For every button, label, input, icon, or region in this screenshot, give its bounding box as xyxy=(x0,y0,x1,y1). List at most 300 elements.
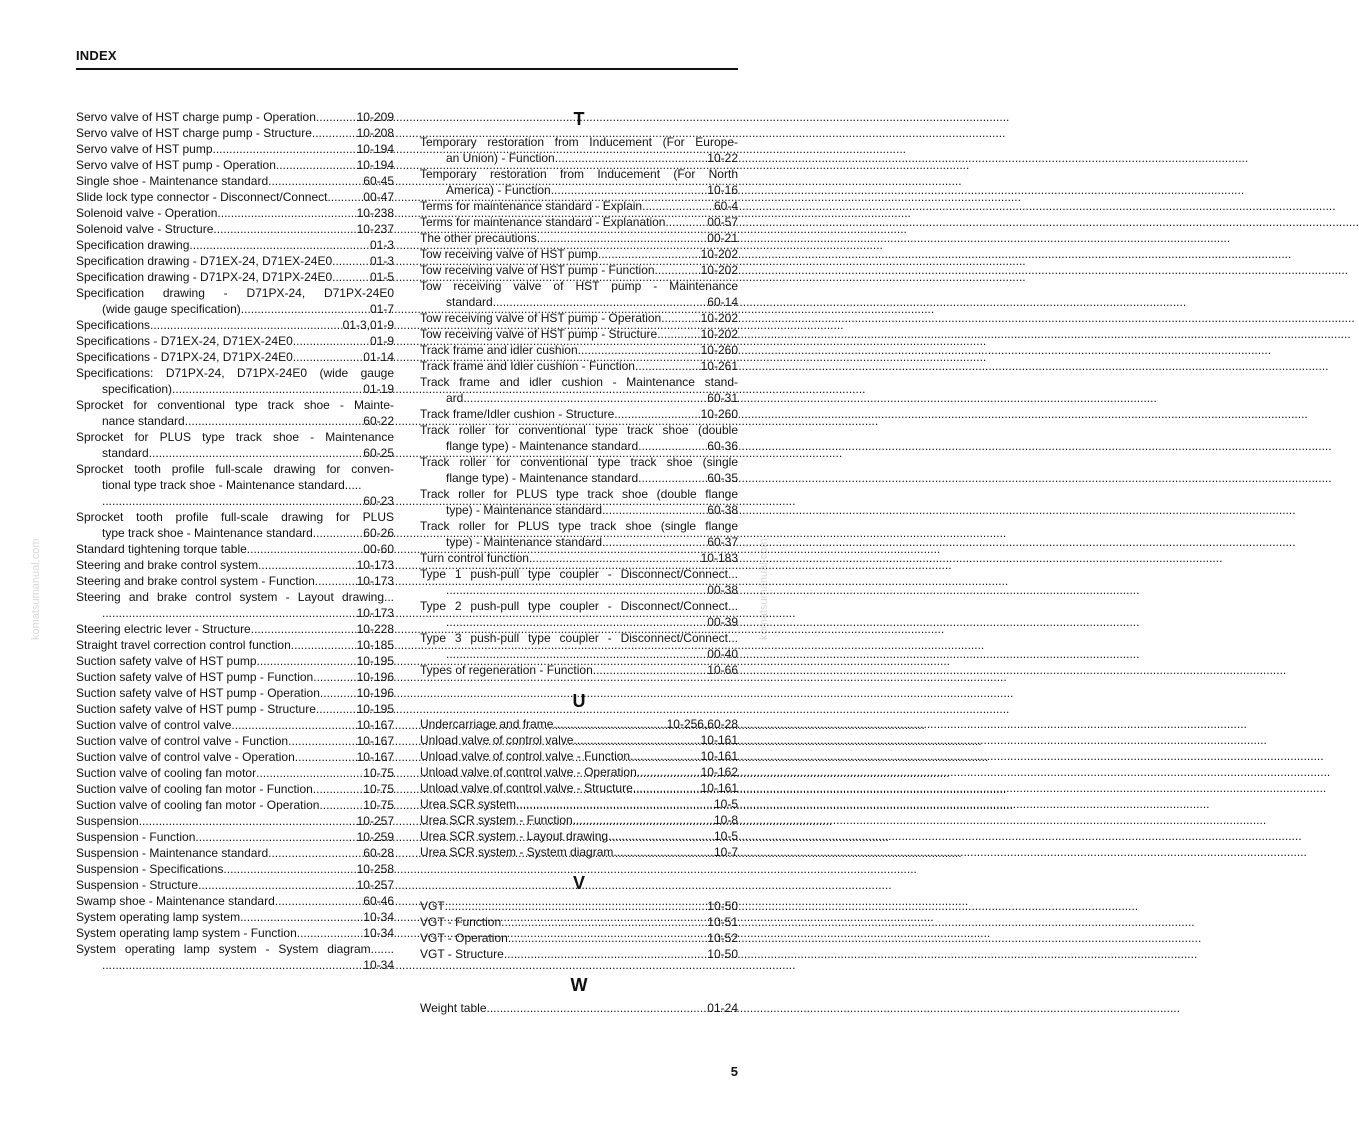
entry-text-line1: Temporary restoration from Inducement (For North xyxy=(420,167,738,181)
dot-leader xyxy=(319,797,362,813)
entry-text-line1: Track roller for conventional type track shoe (single xyxy=(420,455,738,469)
index-entry-line xyxy=(420,310,738,326)
index-entry xyxy=(420,598,738,630)
dot-leader xyxy=(529,550,700,566)
dot-leader xyxy=(573,732,699,748)
index-entry-line xyxy=(76,877,394,893)
index-entry xyxy=(420,422,738,454)
index-entry xyxy=(76,333,394,349)
index-entry xyxy=(76,893,394,909)
entry-page: 10-7 xyxy=(713,845,738,859)
dot-leader xyxy=(508,930,706,946)
dot-leader xyxy=(257,653,356,669)
entry-text: Servo valve of HST charge pump - Operation xyxy=(76,110,316,124)
entry-page: 10-202 xyxy=(700,263,738,277)
entry-page: 10-52 xyxy=(707,931,738,945)
index-entry-line xyxy=(76,317,394,333)
dot-leader xyxy=(312,125,356,141)
index-entry xyxy=(76,541,394,557)
entry-text: Specification drawing - D71PX-24, D71PX-24E0 xyxy=(76,270,333,284)
index-entry-line xyxy=(76,557,394,573)
entry-page: 10-202 xyxy=(700,327,738,341)
index-entry xyxy=(76,861,394,877)
index-entry xyxy=(76,717,394,733)
index-entry-line xyxy=(420,502,738,518)
index-entry-line xyxy=(420,812,738,828)
dot-leader xyxy=(195,829,355,845)
entry-page: 01-7 xyxy=(369,302,394,316)
entry-page: 10-50 xyxy=(707,899,738,913)
entry-text-line1: Track roller for conventional type track shoe (double xyxy=(420,423,738,437)
dot-leader xyxy=(295,749,356,765)
entry-text-line1: Sprocket tooth profile full-scale drawing for PLUS xyxy=(76,510,394,524)
index-entry-line xyxy=(420,406,738,422)
index-entry-line xyxy=(420,358,738,374)
entry-page: 10-208 xyxy=(356,126,394,140)
index-entry xyxy=(76,829,394,845)
entry-text: Slide lock type connector - Disconnect/Connect xyxy=(76,190,328,204)
index-entry-line xyxy=(420,898,738,914)
index-entry-line xyxy=(420,390,738,406)
index-entry xyxy=(76,845,394,861)
entry-page: 10-34 xyxy=(363,910,394,924)
dot-leader xyxy=(256,765,362,781)
dot-leader xyxy=(501,914,706,930)
entry-page: 10-183 xyxy=(700,551,738,565)
index-entry-line xyxy=(76,669,394,685)
entry-page: 10-256,60-28 xyxy=(666,717,738,731)
index-entry-line xyxy=(76,893,394,909)
index-entry xyxy=(420,166,738,198)
dot-leader xyxy=(446,582,706,598)
index-entry xyxy=(76,429,394,461)
dot-leader xyxy=(293,333,369,349)
dot-leader xyxy=(172,381,362,397)
entry-text: type) - Maintenance standard xyxy=(446,535,603,549)
dot-leader xyxy=(293,349,363,365)
entry-page: 00-40 xyxy=(707,647,738,661)
index-entry-line xyxy=(76,413,394,429)
index-entry-line xyxy=(420,214,738,230)
entry-page: 10-173 xyxy=(356,606,394,620)
index-entry xyxy=(76,701,394,717)
entry-page: 10-257 xyxy=(356,878,394,892)
index-entry-line xyxy=(76,125,394,141)
index-entry-line xyxy=(76,189,394,205)
entry-text-line1: Sprocket tooth profile full-scale drawing for conven- xyxy=(76,462,394,476)
entry-page: 10-50 xyxy=(707,947,738,961)
dot-leader xyxy=(608,828,713,844)
index-entry xyxy=(76,685,394,701)
index-entry-line xyxy=(76,781,394,797)
entry-text: Tow receiving valve of HST pump - Operation xyxy=(420,311,662,325)
entry-page: 10-22 xyxy=(707,151,738,165)
page-header-title: INDEX xyxy=(76,48,117,63)
entry-page: 01-5 xyxy=(369,270,394,284)
index-entry xyxy=(76,797,394,813)
entry-text: Suspension xyxy=(76,814,139,828)
index-entry xyxy=(76,365,394,397)
dot-leader xyxy=(551,182,707,198)
entry-page: 10-228 xyxy=(356,622,394,636)
index-entry-line xyxy=(76,717,394,733)
entry-text: Tow receiving valve of HST pump - Function xyxy=(420,263,655,277)
watermark-right: komatsumanual.com xyxy=(758,538,770,640)
dot-leader xyxy=(635,358,700,374)
entry-page: 10-66 xyxy=(707,663,738,677)
dot-leader xyxy=(241,301,369,317)
entry-text-line1: Specifications: D71PX-24, D71PX-24E0 (wide gauge xyxy=(76,366,394,380)
index-entry xyxy=(420,198,738,214)
entry-text: nance standard xyxy=(102,414,185,428)
dot-leader xyxy=(213,141,356,157)
dot-leader xyxy=(613,844,713,860)
entry-page: 10-75 xyxy=(363,782,394,796)
dot-leader xyxy=(487,1000,707,1016)
entry-text: Terms for maintenance standard - Explanation xyxy=(420,215,666,229)
index-entry-line xyxy=(420,198,738,214)
entry-text: an Union) - Function xyxy=(446,151,555,165)
entry-page: 10-202 xyxy=(700,247,738,261)
entry-page: 60-36 xyxy=(707,439,738,453)
index-entry-line xyxy=(420,732,738,748)
index-entry xyxy=(420,406,738,422)
index-entry-line xyxy=(420,294,738,310)
index-entry xyxy=(76,317,394,333)
index-entry xyxy=(420,914,738,930)
entry-text: Urea SCR system - Function xyxy=(420,813,573,827)
index-entry xyxy=(420,310,738,326)
entry-text: Suspension - Structure xyxy=(76,878,199,892)
index-entry xyxy=(76,253,394,269)
entry-page: 60-31 xyxy=(707,391,738,405)
index-entry-line xyxy=(76,797,394,813)
index-entry xyxy=(420,630,738,662)
entry-page: 00-47 xyxy=(363,190,394,204)
entry-page: 60-35 xyxy=(707,471,738,485)
entry-text: Unload valve of control valve - Structure xyxy=(420,781,633,795)
dot-leader xyxy=(268,173,362,189)
entry-text: Suction safety valve of HST pump - Function xyxy=(76,670,314,684)
entry-text: VGT xyxy=(420,899,445,913)
entry-text: ard xyxy=(446,391,464,405)
entry-text: Swamp shoe - Maintenance standard xyxy=(76,894,275,908)
index-entry-line xyxy=(420,582,738,598)
section-letter: V xyxy=(572,873,585,893)
dot-leader xyxy=(316,701,356,717)
entry-text: Solenoid valve - Structure xyxy=(76,222,214,236)
entry-page: 10-260 xyxy=(700,407,738,421)
index-entry xyxy=(420,828,738,844)
dot-leader xyxy=(332,253,369,269)
dot-leader xyxy=(247,541,363,557)
entry-page: 10-161 xyxy=(700,781,738,795)
index-entry-line xyxy=(76,205,394,221)
entry-page: 10-167 xyxy=(356,734,394,748)
dot-leader xyxy=(223,861,355,877)
entry-page: 60-4 xyxy=(713,199,738,213)
index-entry-line xyxy=(420,930,738,946)
dot-leader xyxy=(297,925,363,941)
entry-text: Suction safety valve of HST pump - Structure xyxy=(76,702,316,716)
index-entry-line xyxy=(76,541,394,557)
dot-leader xyxy=(150,317,342,333)
index-entry-line xyxy=(76,653,394,669)
dot-leader xyxy=(268,845,362,861)
index-entry-line xyxy=(420,796,738,812)
entry-page: 10-8 xyxy=(713,813,738,827)
dot-leader xyxy=(313,781,363,797)
entry-text: Unload valve of control valve - Operation xyxy=(420,765,637,779)
entry-page: 10-196 xyxy=(356,686,394,700)
index-entry-line xyxy=(76,253,394,269)
dot-leader xyxy=(445,898,707,914)
entry-page: 60-26 xyxy=(363,526,394,540)
index-entry-line xyxy=(76,957,394,973)
entry-page: 00-38 xyxy=(707,583,738,597)
entry-page: 10-75 xyxy=(363,798,394,812)
dot-leader xyxy=(602,502,706,518)
entry-text: Steering and brake control system xyxy=(76,558,259,572)
entry-text: type track shoe - Maintenance standard xyxy=(102,526,313,540)
entry-text: Suction valve of control valve - Operation xyxy=(76,750,295,764)
entry-page: 01-3 xyxy=(369,238,394,252)
dot-leader xyxy=(593,662,707,678)
entry-page: 60-45 xyxy=(363,174,394,188)
entry-page: 01-19 xyxy=(363,382,394,396)
index-entry xyxy=(420,844,738,860)
entry-page: 10-261 xyxy=(700,359,738,373)
entry-page: 10-195 xyxy=(356,702,394,716)
entry-text: Unload valve of control valve - Function xyxy=(420,749,631,763)
entry-text: Terms for maintenance standard - Explain xyxy=(420,199,643,213)
entry-page: 01-3 xyxy=(369,254,394,268)
index-entry-line xyxy=(76,749,394,765)
index-entry xyxy=(420,262,738,278)
entry-text-line1: Track roller for PLUS type track shoe (double flange xyxy=(420,487,738,501)
index-entry xyxy=(420,278,738,310)
index-entry-line xyxy=(420,342,738,358)
index-entry-line xyxy=(420,438,738,454)
entry-page: 10-173 xyxy=(356,558,394,572)
page-number: 5 xyxy=(730,1064,738,1079)
index-entry-line xyxy=(76,765,394,781)
index-entry xyxy=(420,662,738,678)
index-entry-line xyxy=(76,381,394,397)
entry-text: Suction valve of cooling fan motor - Operation xyxy=(76,798,320,812)
entry-text: Track frame and Idler cushion - Function xyxy=(420,359,635,373)
dot-leader xyxy=(231,717,355,733)
entry-text: Suction valve of control valve xyxy=(76,718,232,732)
index-entry xyxy=(76,157,394,173)
index-entry xyxy=(420,358,738,374)
index-entry xyxy=(76,749,394,765)
entry-page: 00-21 xyxy=(707,231,738,245)
section-letter: U xyxy=(572,691,586,711)
entry-text-line1: Track frame and idler cushion - Maintenance stand- xyxy=(420,375,738,389)
entry-page: 01-3,01-9 xyxy=(342,318,394,332)
dot-leader xyxy=(573,812,713,828)
dot-leader xyxy=(213,221,355,237)
index-entry-line xyxy=(76,845,394,861)
index-entry-line xyxy=(76,493,394,509)
entry-text: Servo valve of HST charge pump - Structure xyxy=(76,126,312,140)
index-entry-line xyxy=(420,246,738,262)
entry-page: 10-51 xyxy=(707,915,738,929)
index-entry xyxy=(420,764,738,780)
dot-leader xyxy=(217,205,355,221)
index-entry xyxy=(420,732,738,748)
dot-leader xyxy=(463,390,706,406)
index-entry-line xyxy=(76,829,394,845)
index-entry xyxy=(76,509,394,541)
index-entry xyxy=(76,285,394,317)
index-entry xyxy=(420,812,738,828)
entry-text: Steering and brake control system - Function xyxy=(76,574,315,588)
dot-leader xyxy=(555,150,707,166)
entry-page: 10-195 xyxy=(356,654,394,668)
entry-page: 10-34 xyxy=(363,926,394,940)
entry-page: 10-196 xyxy=(356,670,394,684)
dot-leader xyxy=(602,534,706,550)
index-entry xyxy=(420,454,738,486)
index-entry-line xyxy=(420,470,738,486)
index-entry xyxy=(420,246,738,262)
entry-text: Urea SCR system - Layout drawing xyxy=(420,829,609,843)
index-entry xyxy=(76,109,394,125)
dot-leader xyxy=(633,780,700,796)
index-entry xyxy=(420,518,738,550)
index-entry xyxy=(76,557,394,573)
entry-page: 00-39 xyxy=(707,615,738,629)
entry-text: Single shoe - Maintenance standard xyxy=(76,174,269,188)
dot-leader xyxy=(446,614,706,630)
index-entry-line xyxy=(76,173,394,189)
index-entry-line xyxy=(420,182,738,198)
entry-text-line1: Temporary restoration from Inducement (For Europe- xyxy=(420,135,738,149)
entry-text: Urea SCR system xyxy=(420,797,517,811)
dot-leader xyxy=(315,573,356,589)
entry-text: Suspension - Maintenance standard xyxy=(76,846,269,860)
index-entry-line xyxy=(76,861,394,877)
index-entry xyxy=(76,205,394,221)
index-entry-line xyxy=(76,157,394,173)
header-rule xyxy=(76,68,738,70)
entry-page: 60-22 xyxy=(363,414,394,428)
entry-page: 60-23 xyxy=(363,494,394,508)
dot-leader xyxy=(102,957,362,973)
index-entry xyxy=(76,637,394,653)
index-entry-line xyxy=(76,637,394,653)
dot-leader xyxy=(578,342,700,358)
index-entry xyxy=(76,237,394,253)
dot-leader xyxy=(614,406,699,422)
dot-leader xyxy=(516,796,713,812)
entry-page: 00-60 xyxy=(363,542,394,556)
index-entry xyxy=(420,326,738,342)
dot-leader xyxy=(537,230,707,246)
entry-page: 10-260 xyxy=(700,343,738,357)
entry-page: 10-185 xyxy=(356,638,394,652)
dot-leader xyxy=(657,326,699,342)
index-entry-line xyxy=(420,150,738,166)
entry-text: Servo valve of HST pump xyxy=(76,142,213,156)
entry-page: 10-75 xyxy=(363,766,394,780)
index-entry xyxy=(420,214,738,230)
dot-leader xyxy=(638,438,706,454)
index-entry-line xyxy=(420,748,738,764)
index-entry xyxy=(76,397,394,429)
entry-text: flange type) - Maintenance standard xyxy=(446,439,639,453)
entry-page: 60-38 xyxy=(707,503,738,517)
index-entry xyxy=(76,173,394,189)
entry-page: 10-173 xyxy=(356,574,394,588)
entry-text: type) - Maintenance standard xyxy=(446,503,603,517)
index-entry-line xyxy=(76,349,394,365)
entry-text: Standard tightening torque table xyxy=(76,542,247,556)
entry-page: 10-259 xyxy=(356,830,394,844)
index-entry-line xyxy=(420,326,738,342)
dot-leader xyxy=(642,198,713,214)
index-entry xyxy=(420,930,738,946)
entry-text-line1: Tow receiving valve of HST pump - Maintenance xyxy=(420,279,738,293)
entry-page: 10-5 xyxy=(713,829,738,843)
index-entry xyxy=(76,733,394,749)
index-entry-line xyxy=(76,141,394,157)
dot-leader xyxy=(185,413,363,429)
index-entry xyxy=(76,941,394,973)
index-entry-line xyxy=(76,701,394,717)
dot-leader xyxy=(446,646,706,662)
dot-leader xyxy=(313,525,363,541)
entry-text: System operating lamp system xyxy=(76,910,241,924)
index-entry xyxy=(76,925,394,941)
entry-page: 10-209 xyxy=(356,110,394,124)
entry-text: Specifications xyxy=(76,318,151,332)
index-entry-line xyxy=(76,221,394,237)
index-entry-line xyxy=(76,237,394,253)
entry-page: 10-162 xyxy=(700,765,738,779)
entry-text: Specifications - D71PX-24, D71PX-24E0 xyxy=(76,350,293,364)
index-entry xyxy=(76,349,394,365)
entry-text: Track frame and idler cushion xyxy=(420,343,578,357)
index-entry xyxy=(420,898,738,914)
dot-leader xyxy=(139,813,356,829)
index-entry xyxy=(420,946,738,962)
index-entry-line xyxy=(76,333,394,349)
index-entry-line xyxy=(420,946,738,962)
index-entry xyxy=(76,269,394,285)
index-entry xyxy=(420,748,738,764)
entry-page: 10-238 xyxy=(356,206,394,220)
entry-text: Urea SCR system - System diagram xyxy=(420,845,614,859)
index-entry xyxy=(76,621,394,637)
entry-page: 10-34 xyxy=(363,958,394,972)
entry-page: 10-194 xyxy=(356,158,394,172)
entry-text: The other precautions xyxy=(420,231,537,245)
dot-leader xyxy=(316,109,356,125)
entry-page: 10-194 xyxy=(356,142,394,156)
watermark-left: komatsumanual.com xyxy=(30,538,42,640)
dot-leader xyxy=(258,557,356,573)
index-entry xyxy=(76,125,394,141)
index-entry xyxy=(76,589,394,621)
index-entry-line xyxy=(420,844,738,860)
entry-text-line1: Type 1 push-pull type coupler - Disconnect/Connect... xyxy=(420,567,738,581)
dot-leader xyxy=(630,748,700,764)
entry-text: standard xyxy=(446,295,493,309)
entry-text: Specification drawing - D71EX-24, D71EX-24E0 xyxy=(76,254,333,268)
